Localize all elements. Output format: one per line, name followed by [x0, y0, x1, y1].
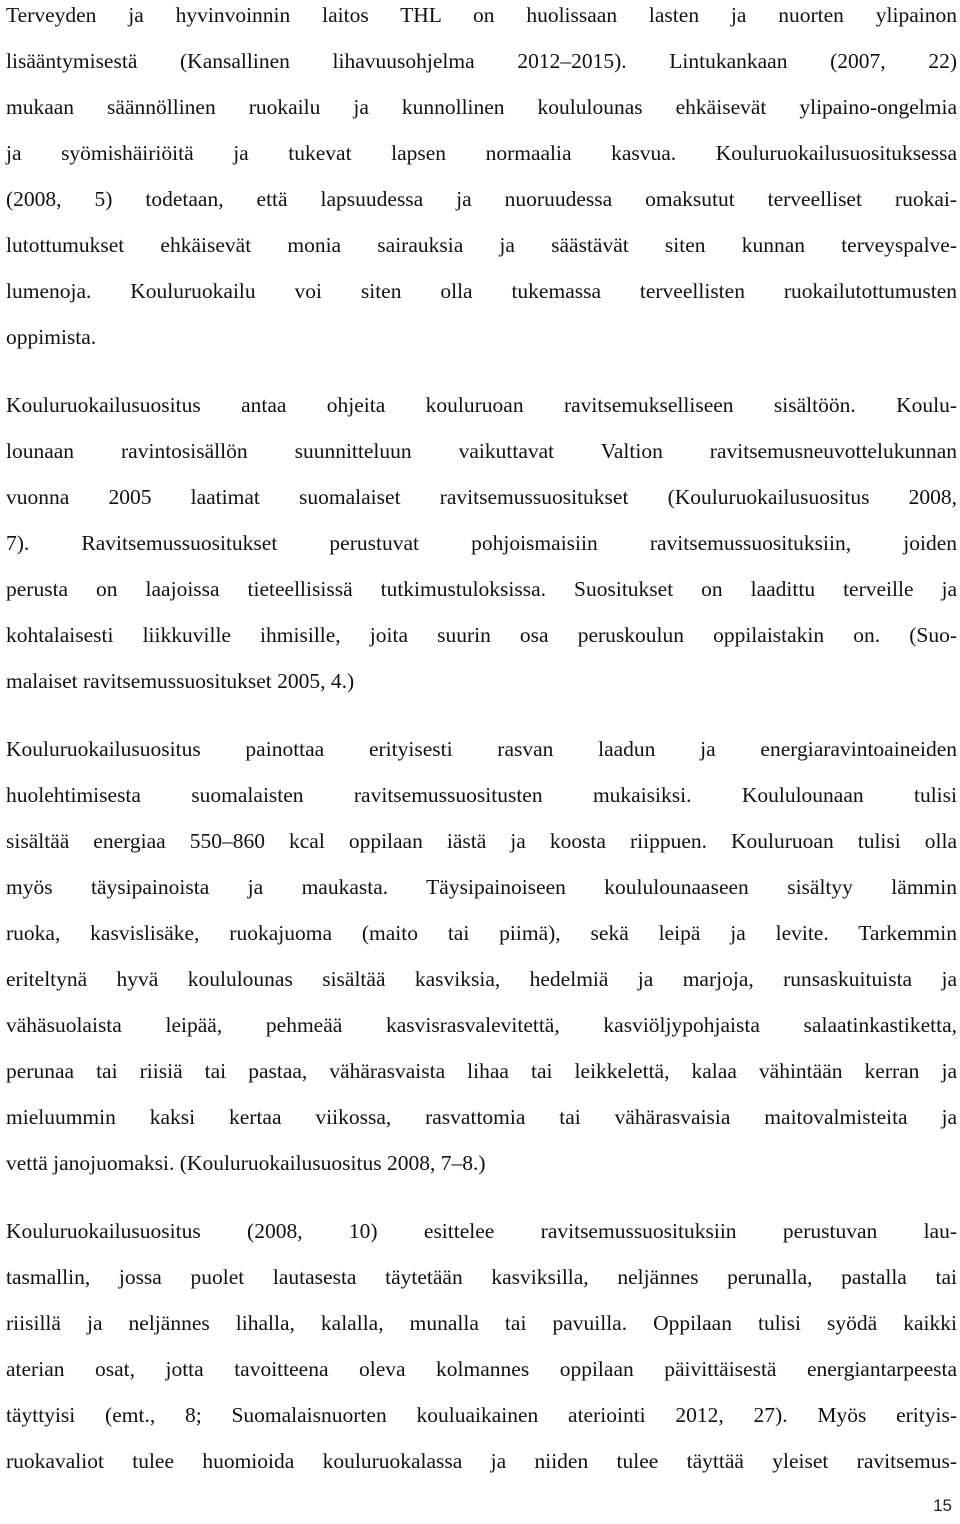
paragraph-3 [6, 726, 957, 1186]
text-line: vettä janojuomaksi. (Kouluruokailusuositus 2008, 7–8.) [6, 1151, 486, 1175]
text-line: Kouluruokailusuositus painottaa erityisesti rasvan laadun ja energiaravintoaineiden [6, 737, 957, 761]
text-line: lumenoja. Kouluruokailu voi siten olla tukemassa terveellisten ruokailutottumusten [6, 279, 957, 303]
text-line: perusta on laajoissa tieteellisissä tutkimustuloksissa. Suositukset on laadittu terveille ja [6, 577, 957, 601]
text-line: myös täysipainoista ja maukasta. Täysipainoiseen koululounaaseen sisältyy lämmin [6, 875, 957, 899]
paragraph-1 [6, 0, 957, 360]
text-line: malaiset ravitsemussuositukset 2005, 4.) [6, 669, 355, 693]
text-line: lounaan ravintosisällön suunnitteluun vaikuttavat Valtion ravitsemusneuvottelukunnan [6, 439, 957, 463]
text-line: Kouluruokailusuositus antaa ohjeita kouluruoan ravitsemukselliseen sisältöön. Koulu- [6, 393, 957, 417]
text-line: Terveyden ja hyvinvoinnin laitos THL on huolissaan lasten ja nuorten ylipainon [6, 3, 957, 27]
document-page [6, 0, 957, 1484]
text-line: lisääntymisestä (Kansallinen lihavuusohjelma 2012–2015). Lintukankaan (2007, 22) [6, 49, 957, 73]
paragraph-spacer [6, 704, 957, 726]
text-line: lutottumukset ehkäisevät monia sairauksia ja säästävät siten kunnan terveyspalve- [6, 233, 957, 257]
text-line: aterian osat, jotta tavoitteena oleva kolmannes oppilaan päivittäisestä energiantarpeesta [6, 1357, 957, 1381]
text-line: mukaan säännöllinen ruokailu ja kunnollinen koululounas ehkäisevät ylipaino-ongelmia [6, 95, 957, 119]
text-line: sisältää energiaa 550–860 kcal oppilaan iästä ja koosta riippuen. Kouluruoan tulisi olla [6, 829, 957, 853]
paragraph-4 [6, 1208, 957, 1484]
paragraph-spacer [6, 360, 957, 382]
paragraph-2 [6, 382, 957, 704]
text-line: Kouluruokailusuositus (2008, 10) esittelee ravitsemussuosituksiin perustuvan lau- [6, 1219, 957, 1243]
text-line: kohtalaisesti liikkuville ihmisille, joita suurin osa peruskoulun oppilaistakin on. (Suo- [6, 623, 957, 647]
text-line: huolehtimisesta suomalaisten ravitsemussuositusten mukaisiksi. Koululounaan tulisi [6, 783, 957, 807]
text-line: vähäsuolaista leipää, pehmeää kasvisrasvalevitettä, kasviöljypohjaista salaatinkastiketta, [6, 1013, 957, 1037]
text-line: perunaa tai riisiä tai pastaa, vähärasvaista lihaa tai leikkelettä, kalaa vähintään kerran ja [6, 1059, 957, 1083]
paragraph-spacer [6, 1186, 957, 1208]
text-line: vuonna 2005 laatimat suomalaiset ravitsemussuositukset (Kouluruokailusuositus 2008, [6, 485, 957, 509]
text-line: 7). Ravitsemussuositukset perustuvat pohjoismaisiin ravitsemussuosituksiin, joiden [6, 531, 957, 555]
text-line: ruokavaliot tulee huomioida kouluruokalassa ja niiden tulee täyttää yleiset ravitsemus- [6, 1449, 957, 1473]
text-line: (2008, 5) todetaan, että lapsuudessa ja nuoruudessa omaksutut terveelliset ruokai- [6, 187, 957, 211]
page-number: 15 [933, 1496, 952, 1515]
text-line: ja syömishäiriöitä ja tukevat lapsen normaalia kasvua. Kouluruokailusuosituksessa [6, 141, 957, 165]
text-line: tasmallin, jossa puolet lautasesta täytetään kasviksilla, neljännes perunalla, pastalla tai [6, 1265, 957, 1289]
text-line: ruoka, kasvislisäke, ruokajuoma (maito tai piimä), sekä leipä ja levite. Tarkemmin [6, 921, 957, 945]
text-line: mieluummin kaksi kertaa viikossa, rasvattomia tai vähärasvaisia maitovalmisteita ja [6, 1105, 957, 1129]
text-line: riisillä ja neljännes lihalla, kalalla, munalla tai pavuilla. Oppilaan tulisi syödä kaikki [6, 1311, 957, 1335]
text-line: eriteltynä hyvä koululounas sisältää kasviksia, hedelmiä ja marjoja, runsaskuituista ja [6, 967, 957, 991]
text-line: oppimista. [6, 325, 97, 349]
text-line: täyttyisi (emt., 8; Suomalaisnuorten kouluaikainen ateriointi 2012, 27). Myös erityis- [6, 1403, 957, 1427]
